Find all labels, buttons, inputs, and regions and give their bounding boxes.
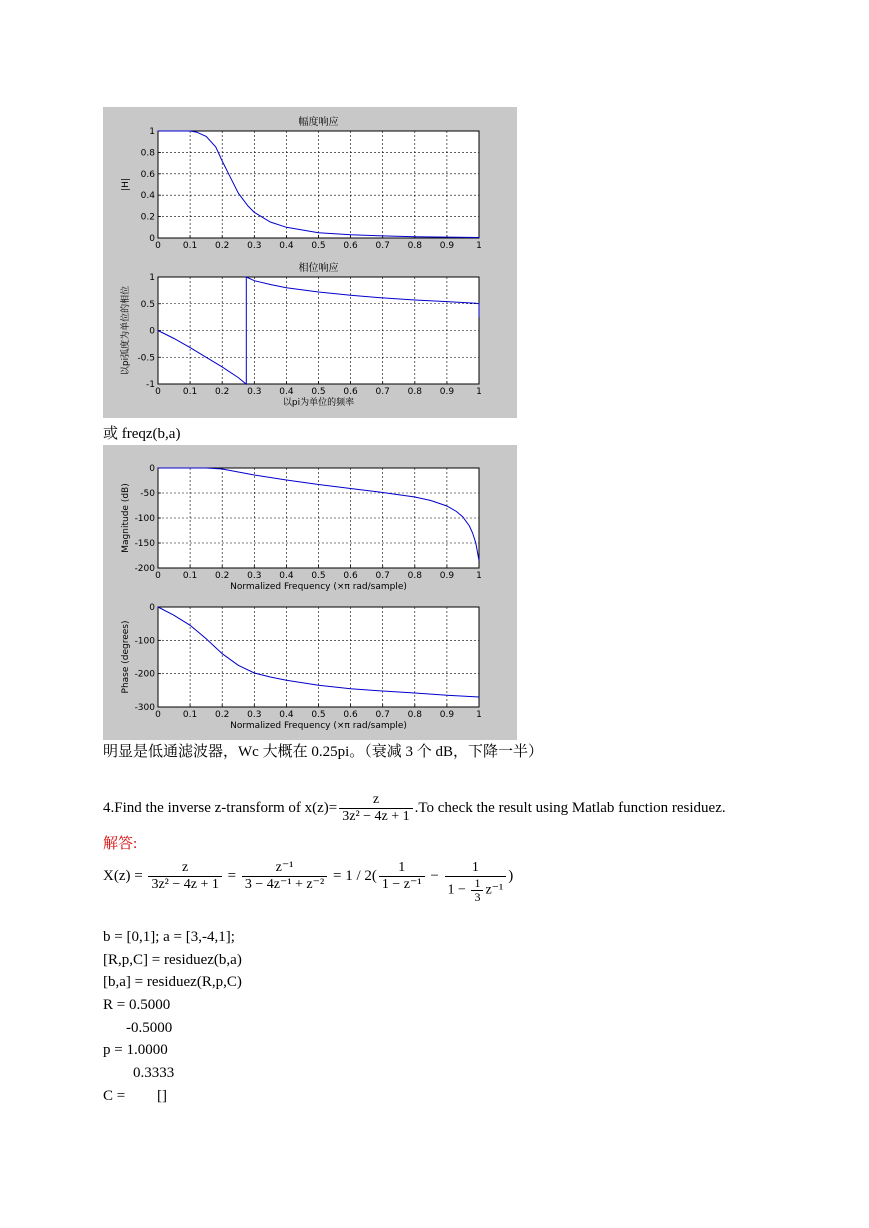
code-line-1: b = [0,1]; a = [3,-4,1]; [103, 929, 235, 945]
eq-f2-den: 3 − 4z⁻¹ + z⁻² [242, 876, 327, 893]
equation [103, 860, 513, 904]
mag-ytick-label: 1 [149, 127, 155, 137]
freqz-mag-xlabel: Normalized Frequency (×π rad/sample) [230, 582, 407, 592]
mag-xtick-label: 0.4 [279, 241, 294, 251]
eq-f4-num: 1 [471, 860, 479, 876]
q4-denominator: 3z² − 4z + 1 [339, 808, 412, 825]
freqz-mag-ytick-label: -100 [134, 514, 155, 524]
freqz-mag-ytick-label: 0 [149, 464, 155, 474]
mag-xtick-label: 0.3 [247, 241, 262, 251]
eq-f3-den: 1 − z⁻¹ [379, 876, 425, 893]
freqz-phase-xtick-label: 0.8 [407, 710, 422, 720]
mag-ytick-label: 0 [149, 234, 155, 244]
result-r2: -0.5000 [126, 1020, 173, 1036]
phase-xtick-label: 0.9 [439, 387, 455, 397]
freqz-mag-xtick-label: 0 [155, 571, 161, 581]
eq-equals-3: = 1 / 2( [333, 867, 377, 884]
eq-lhs: X(z) = [103, 867, 143, 884]
mag-ytick-label: 0.6 [140, 169, 155, 180]
figure2-svg [103, 445, 517, 740]
eq-f4-sub-den: 3 [471, 890, 483, 904]
freqz-phase-xtick-label: 1 [476, 710, 482, 720]
mag-xtick-label: 0.7 [375, 241, 390, 251]
eq-minus: − [430, 867, 439, 884]
freqz-phase-xtick-label: 0.5 [311, 710, 326, 720]
freqz-mag-xtick-label: 0.8 [407, 571, 422, 581]
phase-xtick-label: 0.4 [279, 387, 294, 397]
freqz-mag-ytick-label: -50 [140, 489, 155, 499]
phase-xtick-label: 0.7 [375, 387, 390, 397]
eq-f1-den: 3z² − 4z + 1 [148, 876, 221, 893]
freqz-mag-xtick-label: 0.7 [375, 571, 390, 581]
result-p1: p = 1.0000 [103, 1042, 168, 1058]
phase-ytick-label: 0 [149, 326, 155, 337]
phase-xtick-label: 1 [476, 387, 482, 397]
phase-xtick-label: 0.6 [343, 387, 358, 397]
mag-ytick-label: 0.4 [140, 191, 155, 202]
eq-fraction-1 [148, 860, 221, 893]
freqz-mag-xtick-label: 0.5 [311, 571, 326, 581]
caption-freqz: 或 freqz(b,a) [103, 426, 181, 442]
result-c2: [] [157, 1088, 167, 1104]
question-4 [103, 792, 726, 825]
mag-xtick-label: 0.9 [439, 241, 455, 251]
mag-xtick-label: 0.2 [215, 241, 230, 251]
freqz-phase-xtick-label: 0.7 [375, 710, 390, 720]
eq-f4-den-pre: 1 − [447, 882, 466, 898]
eq-f1-num: z [182, 860, 189, 875]
figure-magnitude-phase [103, 107, 517, 418]
phase-xlabel: 以pi为单位的频率 [282, 398, 355, 408]
freqz-phase-ytick-label: -200 [134, 669, 155, 680]
freqz-mag-xtick-label: 1 [476, 571, 482, 581]
eq-close: ) [508, 867, 514, 884]
eq-fraction-2 [242, 860, 327, 893]
mag-xtick-label: 1 [476, 241, 482, 251]
freqz-phase-xtick-label: 0.3 [247, 710, 262, 720]
freqz-mag-xtick-label: 0.3 [247, 571, 262, 581]
phase-xtick-label: 0.3 [247, 387, 262, 397]
result-r1: R = 0.5000 [103, 997, 171, 1013]
q4-fraction [339, 792, 412, 825]
eq-f4-sub-num: 1 [474, 876, 481, 891]
phase-xtick-label: 0 [155, 387, 161, 397]
freqz-mag-xtick-label: 0.9 [439, 571, 455, 581]
freqz-phase-ytick-label: -300 [134, 703, 155, 713]
mag-ytick-label: 0.2 [140, 212, 155, 223]
freqz-phase-xlabel: Normalized Frequency (×π rad/sample) [230, 721, 407, 731]
phase-ytick-label: -1 [146, 380, 155, 390]
eq-f3-num: 1 [398, 860, 406, 875]
phase-xtick-label: 0.8 [407, 387, 422, 397]
freqz-phase-xtick-label: 0.1 [182, 710, 198, 720]
result-c1: C = [103, 1088, 126, 1104]
code-line-3: [b,a] = residuez(R,p,C) [103, 974, 242, 990]
mag-xtick-label: 0.1 [182, 241, 198, 251]
mag-ytick-label: 0.8 [140, 148, 155, 159]
eq-equals-2: = [227, 867, 237, 884]
code-line-2: [R,p,C] = residuez(b,a) [103, 952, 242, 968]
freqz-mag-xtick-label: 0.2 [215, 571, 230, 581]
phase-ytick-label: 0.5 [140, 299, 155, 310]
phase-xtick-label: 0.2 [215, 387, 230, 397]
mag-xtick-label: 0.5 [311, 241, 326, 251]
freqz-phase-ylabel: Phase (degrees) [121, 620, 131, 694]
q4-prefix: 4.Find the inverse z-transform of x(z)= [103, 799, 338, 816]
answer-label: 解答: [103, 836, 138, 852]
mag-ylabel: |H| [121, 178, 131, 191]
mag-xtick-label: 0.8 [407, 241, 422, 251]
phase-title: 相位响应 [298, 263, 339, 274]
eq-fraction-3 [379, 860, 425, 893]
freqz-phase-ytick-label: -100 [134, 636, 155, 647]
eq-f4-sub-fraction [471, 877, 483, 904]
eq-f2-num: z⁻¹ [275, 860, 294, 875]
freqz-phase-xtick-label: 0.2 [215, 710, 230, 720]
freqz-mag-ytick-label: -150 [134, 539, 155, 549]
eq-f4-den [445, 876, 507, 904]
freqz-phase-xtick-label: 0.4 [279, 710, 294, 720]
phase-ytick-label: -0.5 [137, 353, 155, 364]
phase-ylabel: 以pi弧度为单位的相位 [121, 285, 131, 376]
mag-xtick-label: 0.6 [343, 241, 358, 251]
mag-xtick-label: 0 [155, 241, 161, 251]
phase-xtick-label: 0.1 [182, 387, 198, 397]
figure-freqz [103, 445, 517, 740]
eq-fraction-4 [445, 860, 507, 904]
q4-numerator: z [372, 792, 380, 807]
phase-xtick-label: 0.5 [311, 387, 326, 397]
freqz-phase-xtick-label: 0.9 [439, 710, 455, 720]
mag-title: 幅度响应 [298, 117, 339, 128]
freqz-phase-ytick-label: 0 [149, 603, 155, 613]
conclusion-text: 明显是低通滤波器，Wc 大概在 0.25pi。（衰减 3 个 dB，下降一半） [103, 744, 543, 760]
q4-suffix: .To check the result using Matlab function residuez. [414, 799, 726, 816]
eq-f4-den-post: z⁻¹ [485, 882, 504, 898]
phase-ytick-label: 1 [149, 273, 155, 283]
figure1-svg [103, 107, 517, 418]
freqz-mag-ytick-label: -200 [134, 564, 155, 574]
freqz-mag-xtick-label: 0.1 [182, 571, 198, 581]
freqz-mag-xtick-label: 0.4 [279, 571, 294, 581]
freqz-mag-xtick-label: 0.6 [343, 571, 358, 581]
result-p2: 0.3333 [133, 1065, 175, 1081]
freqz-phase-xtick-label: 0.6 [343, 710, 358, 720]
freqz-mag-ylabel: Magnitude (dB) [121, 483, 131, 553]
freqz-phase-xtick-label: 0 [155, 710, 161, 720]
